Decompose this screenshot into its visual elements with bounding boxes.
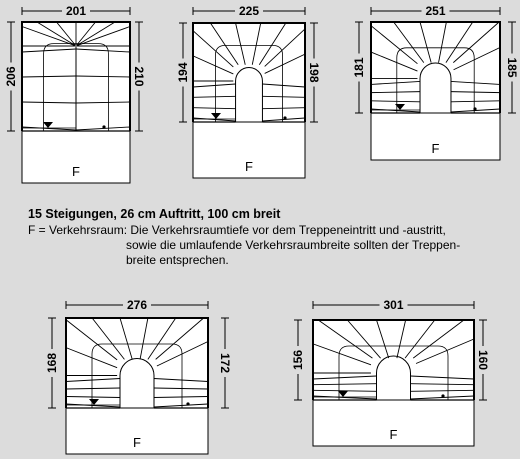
traffic-area-label: F [133, 435, 141, 450]
width-label: 251 [425, 4, 446, 18]
right-height-label: 172 [218, 352, 232, 374]
width-label: 201 [65, 4, 87, 18]
stair-drawing-2 [176, 4, 321, 178]
left-height-label: 181 [352, 57, 366, 78]
definition-line-1: F = Verkehrsraum: Die Verkehrsraumtiefe vor dem Treppeneintritt und -austritt, [28, 223, 446, 237]
exit-dot-icon [473, 107, 476, 110]
stair-drawing-3 [352, 4, 519, 160]
left-height-label: 156 [291, 349, 305, 371]
stair-well [120, 359, 154, 409]
exit-dot-icon [102, 125, 105, 128]
exit-dot-icon [283, 116, 286, 119]
definition-line-3: breite entsprechen. [126, 253, 229, 267]
exit-dot-icon [441, 394, 444, 397]
width-label: 301 [383, 298, 404, 312]
stair-drawing-5 [291, 298, 490, 446]
exit-dot-icon [186, 402, 189, 405]
stair-well [420, 63, 451, 113]
right-height-label: 210 [132, 66, 146, 87]
left-height-label: 194 [176, 62, 190, 83]
width-label: 276 [126, 298, 148, 312]
left-height-label: 206 [4, 66, 18, 87]
stair-well [236, 68, 263, 122]
notes-headline: 15 Steigungen, 26 cm Auftritt, 100 cm breit [28, 207, 281, 221]
traffic-area-label: F [389, 427, 398, 442]
traffic-area-label: F [245, 159, 253, 174]
stair-drawing-4 [45, 298, 232, 454]
traffic-area-label: F [72, 164, 80, 179]
definition-line-2: sowie die umlaufende Verkehrsraumbreite sollten der Treppen- [126, 238, 461, 252]
right-height-label: 185 [505, 57, 519, 78]
right-height-label: 198 [307, 62, 321, 83]
stair-drawing-1 [4, 4, 146, 183]
right-height-label: 160 [476, 349, 490, 371]
left-height-label: 168 [45, 352, 59, 374]
width-label: 225 [238, 4, 260, 18]
stair-well [377, 356, 411, 400]
notes [28, 207, 508, 268]
traffic-area-label: F [431, 141, 440, 156]
notes-definition [28, 223, 508, 268]
